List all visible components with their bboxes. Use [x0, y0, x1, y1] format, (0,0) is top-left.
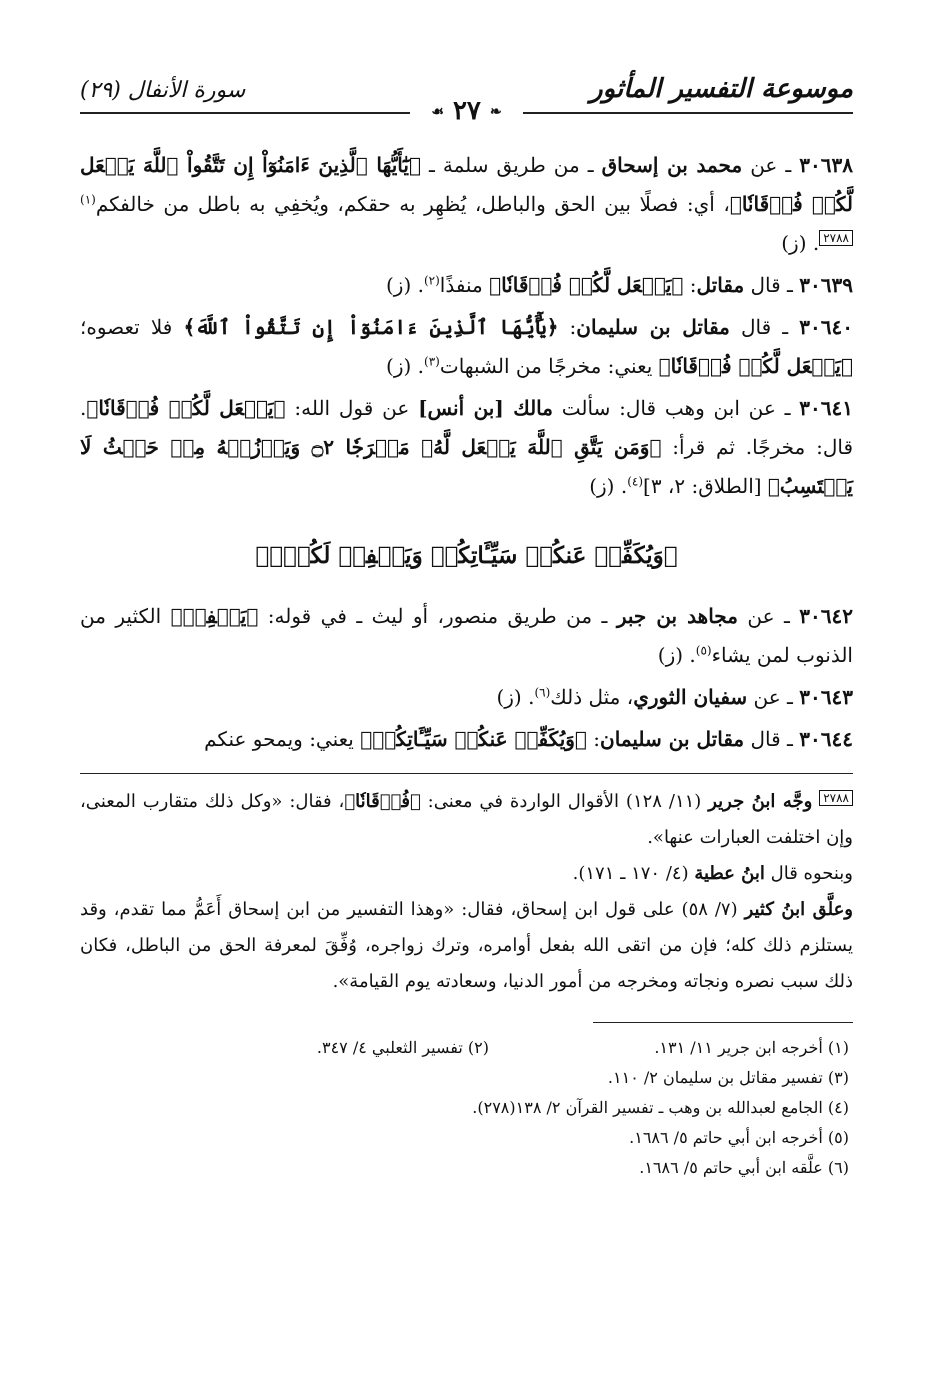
footnote: (٢) تفسير الثعلبي ٤/ ٣٤٧.	[316, 1038, 489, 1057]
main-text	[80, 146, 853, 1183]
entry-text: ، أي: فصلًا بين الحق والباطل، يُظهِر به حقكم، ويُخفِي به باطل من خالفكم	[95, 192, 730, 216]
entry-text: . قال: مخرجًا. ثم قرأ:	[80, 396, 854, 459]
entry-number: ٣٠٦٤٤	[799, 727, 853, 751]
entry-text: يعني: مخرجًا من الشبهات	[439, 354, 659, 378]
entry-end: . (ز)	[781, 231, 820, 255]
page-number: ٢٧	[452, 96, 481, 126]
entry-text: :	[683, 273, 697, 297]
quran-quote: ﴿يَٰٓأَيُّهَا ٱلَّذِينَ ءَامَنُوٓاْ إِن تَتَّقُواْ ٱللَّهَ يَجۡعَل لَّكُمۡ فُرۡقَانٗا﴾	[80, 153, 853, 216]
quran-quote: ﴿وَيُكَفِّرۡ عَنكُمۡ سَيِّـَٔاتِكُمۡ﴾	[360, 727, 587, 751]
footnote: (٣) تفسير مقاتل بن سليمان ٢/ ١١٠.	[607, 1068, 849, 1087]
entry-text: ـ عن	[742, 153, 800, 177]
footnote-ref: (١)	[80, 192, 96, 207]
quran-quote: ﴿فُرۡقَانٗا﴾	[344, 791, 421, 812]
entry-text: [الطلاق: ٢، ٣]	[643, 474, 768, 498]
entry-text: الكثير من الذنوب لمن يشاء	[80, 604, 853, 667]
quran-quote: ﴿يَغۡفِرۡ﴾	[170, 604, 259, 628]
commentary-paragraph	[80, 856, 853, 892]
entry-number: ٣٠٦٤٢	[799, 604, 854, 628]
entry-number: ٣٠٦٣٩	[799, 273, 853, 297]
entry-number: ٣٠٦٤٣	[799, 685, 853, 709]
ornament-icon: ❧	[489, 104, 502, 120]
entry-text: ـ قال	[744, 727, 800, 751]
entry-text: يعني: ويمحو عنكم	[204, 727, 361, 751]
entry-number: ٣٠٦٤١	[799, 396, 853, 420]
entry-text: ـ قال	[744, 273, 800, 297]
entry-text: :	[586, 727, 601, 751]
quran-quote: ﴿يَجۡعَل لَّكُمۡ فُرۡقَانٗا﴾	[658, 354, 853, 378]
quran-quote: ﴿يَٰٓأَيُّهَا ٱلَّذِينَ ءَامَنُوٓاْ إِن تَتَّقُواْ ٱللَّهَ﴾	[183, 315, 559, 339]
narrator-name: مالك [بن أنس]	[418, 396, 553, 420]
footnote-ref: (٥)	[695, 643, 712, 658]
narrator-name: مجاهد بن جبر	[616, 604, 738, 628]
entry-text: ـ عن	[747, 685, 800, 709]
quran-quote: ﴿وَمَن يَتَّقِ ٱللَّهَ يَجۡعَل لَّهُۥ مَخۡرَجٗا ۝٢ وَيَرۡزُقۡهُ مِنۡ حَيۡثُ لَا يَحۡتَسِبُ﴾	[80, 435, 853, 498]
narration-entry	[80, 146, 853, 263]
ornament-icon: ☙	[431, 104, 444, 120]
scholar-name: وعلَّق ابنُ كثير	[744, 899, 853, 920]
narrator-name: محمد بن إسحاق	[601, 153, 743, 177]
quran-quote: ﴿يَجۡعَل لَّكُمۡ فُرۡقَانٗا﴾	[86, 396, 286, 420]
narrator-name: مقاتل بن سليمان	[600, 727, 745, 751]
quran-quote: ﴿يَجۡعَل لَّكُمۡ فُرۡقَانٗا﴾	[489, 273, 684, 297]
footnote-ref: (٢)	[423, 273, 440, 288]
narration-entry	[80, 389, 853, 506]
narrator-name: مقاتل	[696, 273, 745, 297]
page-number-row	[80, 96, 853, 126]
narrator-name: مقاتل بن سليمان	[576, 315, 730, 339]
entry-text: ـ من طريق منصور، أو ليث ـ في قوله:	[258, 604, 617, 628]
entry-number: ٣٠٦٤٠	[799, 315, 853, 339]
entry-number: ٣٠٦٣٨	[799, 153, 853, 177]
footnote: (٤) الجامع لعبدالله بن وهب ـ تفسير القرآن ٢/ ١٣٨(٢٧٨).	[472, 1098, 849, 1117]
entry-end: . (ز)	[496, 685, 535, 709]
narration-entry	[80, 678, 853, 717]
footnotes	[80, 1033, 853, 1183]
commentary-text: (٤/ ١٧٠ ـ ١٧١).	[572, 863, 695, 884]
narration-entry	[80, 597, 853, 675]
entry-end: . (ز)	[589, 474, 628, 498]
footnote-ref: (٦)	[534, 685, 551, 700]
entry-text: عن قول الله:	[285, 396, 419, 420]
footnote: (٦) علَّقه ابن أبي حاتم ٥/ ١٦٨٦.	[639, 1158, 849, 1177]
entry-end: . (ز)	[386, 354, 425, 378]
entry-end: . (ز)	[657, 643, 696, 667]
footnote-row	[80, 1033, 849, 1063]
entry-text: ، مثل ذلك	[550, 685, 634, 709]
book-title: موسوعة التفسير المأثور	[590, 74, 853, 104]
narration-entry	[80, 266, 853, 305]
commentary-divider	[80, 773, 853, 774]
footnote-ref: (٤)	[627, 474, 644, 489]
scholar-name: وجَّه ابنُ جرير	[708, 791, 813, 812]
page	[80, 60, 853, 1338]
entry-text: منفذًا	[439, 273, 490, 297]
narration-entry	[80, 308, 853, 386]
commentary-box	[80, 784, 853, 1000]
footnote-divider	[593, 1022, 853, 1023]
commentary-text: (٧/ ٥٨) على قول ابن إسحاق، فقال: «وهذا التفسير من ابن إسحاق أَعَمُّ مما تقدم، وقد يستلزم ذلك كله؛ فإن من اتقى الله بفعل أوامره، وترك زواجره، وُفِّقَ لمعرفة الحق من الباطل، فكان ذلك سبب نصره ونجاته ومخرجه من أمور الدنيا، وسعادته يوم القيامة».	[80, 899, 853, 992]
commentary-paragraph	[80, 892, 853, 1000]
footnote: (٥) أخرجه ابن أبي حاتم ٥/ ١٦٨٦.	[629, 1128, 849, 1147]
commentary-text: ، فقال: «وكل ذلك متقارب المعنى، وإن اختلفت العبارات عنها».	[80, 791, 853, 848]
entry-text: ـ من طريق سلمة ـ	[420, 153, 602, 177]
scholar-name: ابنُ عطية	[694, 863, 765, 884]
entry-text: ـ قال	[729, 315, 800, 339]
commentary-paragraph	[80, 784, 853, 856]
footnote: (١) أخرجه ابن جرير ١١/ ١٣١.	[654, 1038, 849, 1057]
entry-text: ـ عن	[737, 604, 800, 628]
entry-text: فلا تعصوه؛	[80, 315, 184, 339]
commentary-marker: ٢٧٨٨	[819, 790, 853, 806]
footnote-ref: (٣)	[424, 354, 440, 369]
narration-entry	[80, 720, 853, 759]
commentary-text: وبنحوه قال	[764, 863, 853, 884]
commentary-marker: ٢٧٨٨	[819, 230, 853, 246]
entry-text: ـ عن ابن وهب قال: سألت	[552, 396, 800, 420]
verse-heading: ﴿وَيُكَفِّرۡ عَنكُمۡ سَيِّـَٔاتِكُمۡ وَيَغۡفِرۡ لَكُمۡۗ﴾	[255, 542, 678, 569]
entry-text: :	[558, 315, 577, 339]
entry-end: . (ز)	[385, 273, 424, 297]
surah-title: سورة الأنفال (٢٩)	[80, 78, 246, 103]
narrator-name: سفيان الثوري	[633, 685, 748, 709]
commentary-text: (١١/ ١٢٨) الأقوال الواردة في معنى:	[420, 791, 709, 812]
